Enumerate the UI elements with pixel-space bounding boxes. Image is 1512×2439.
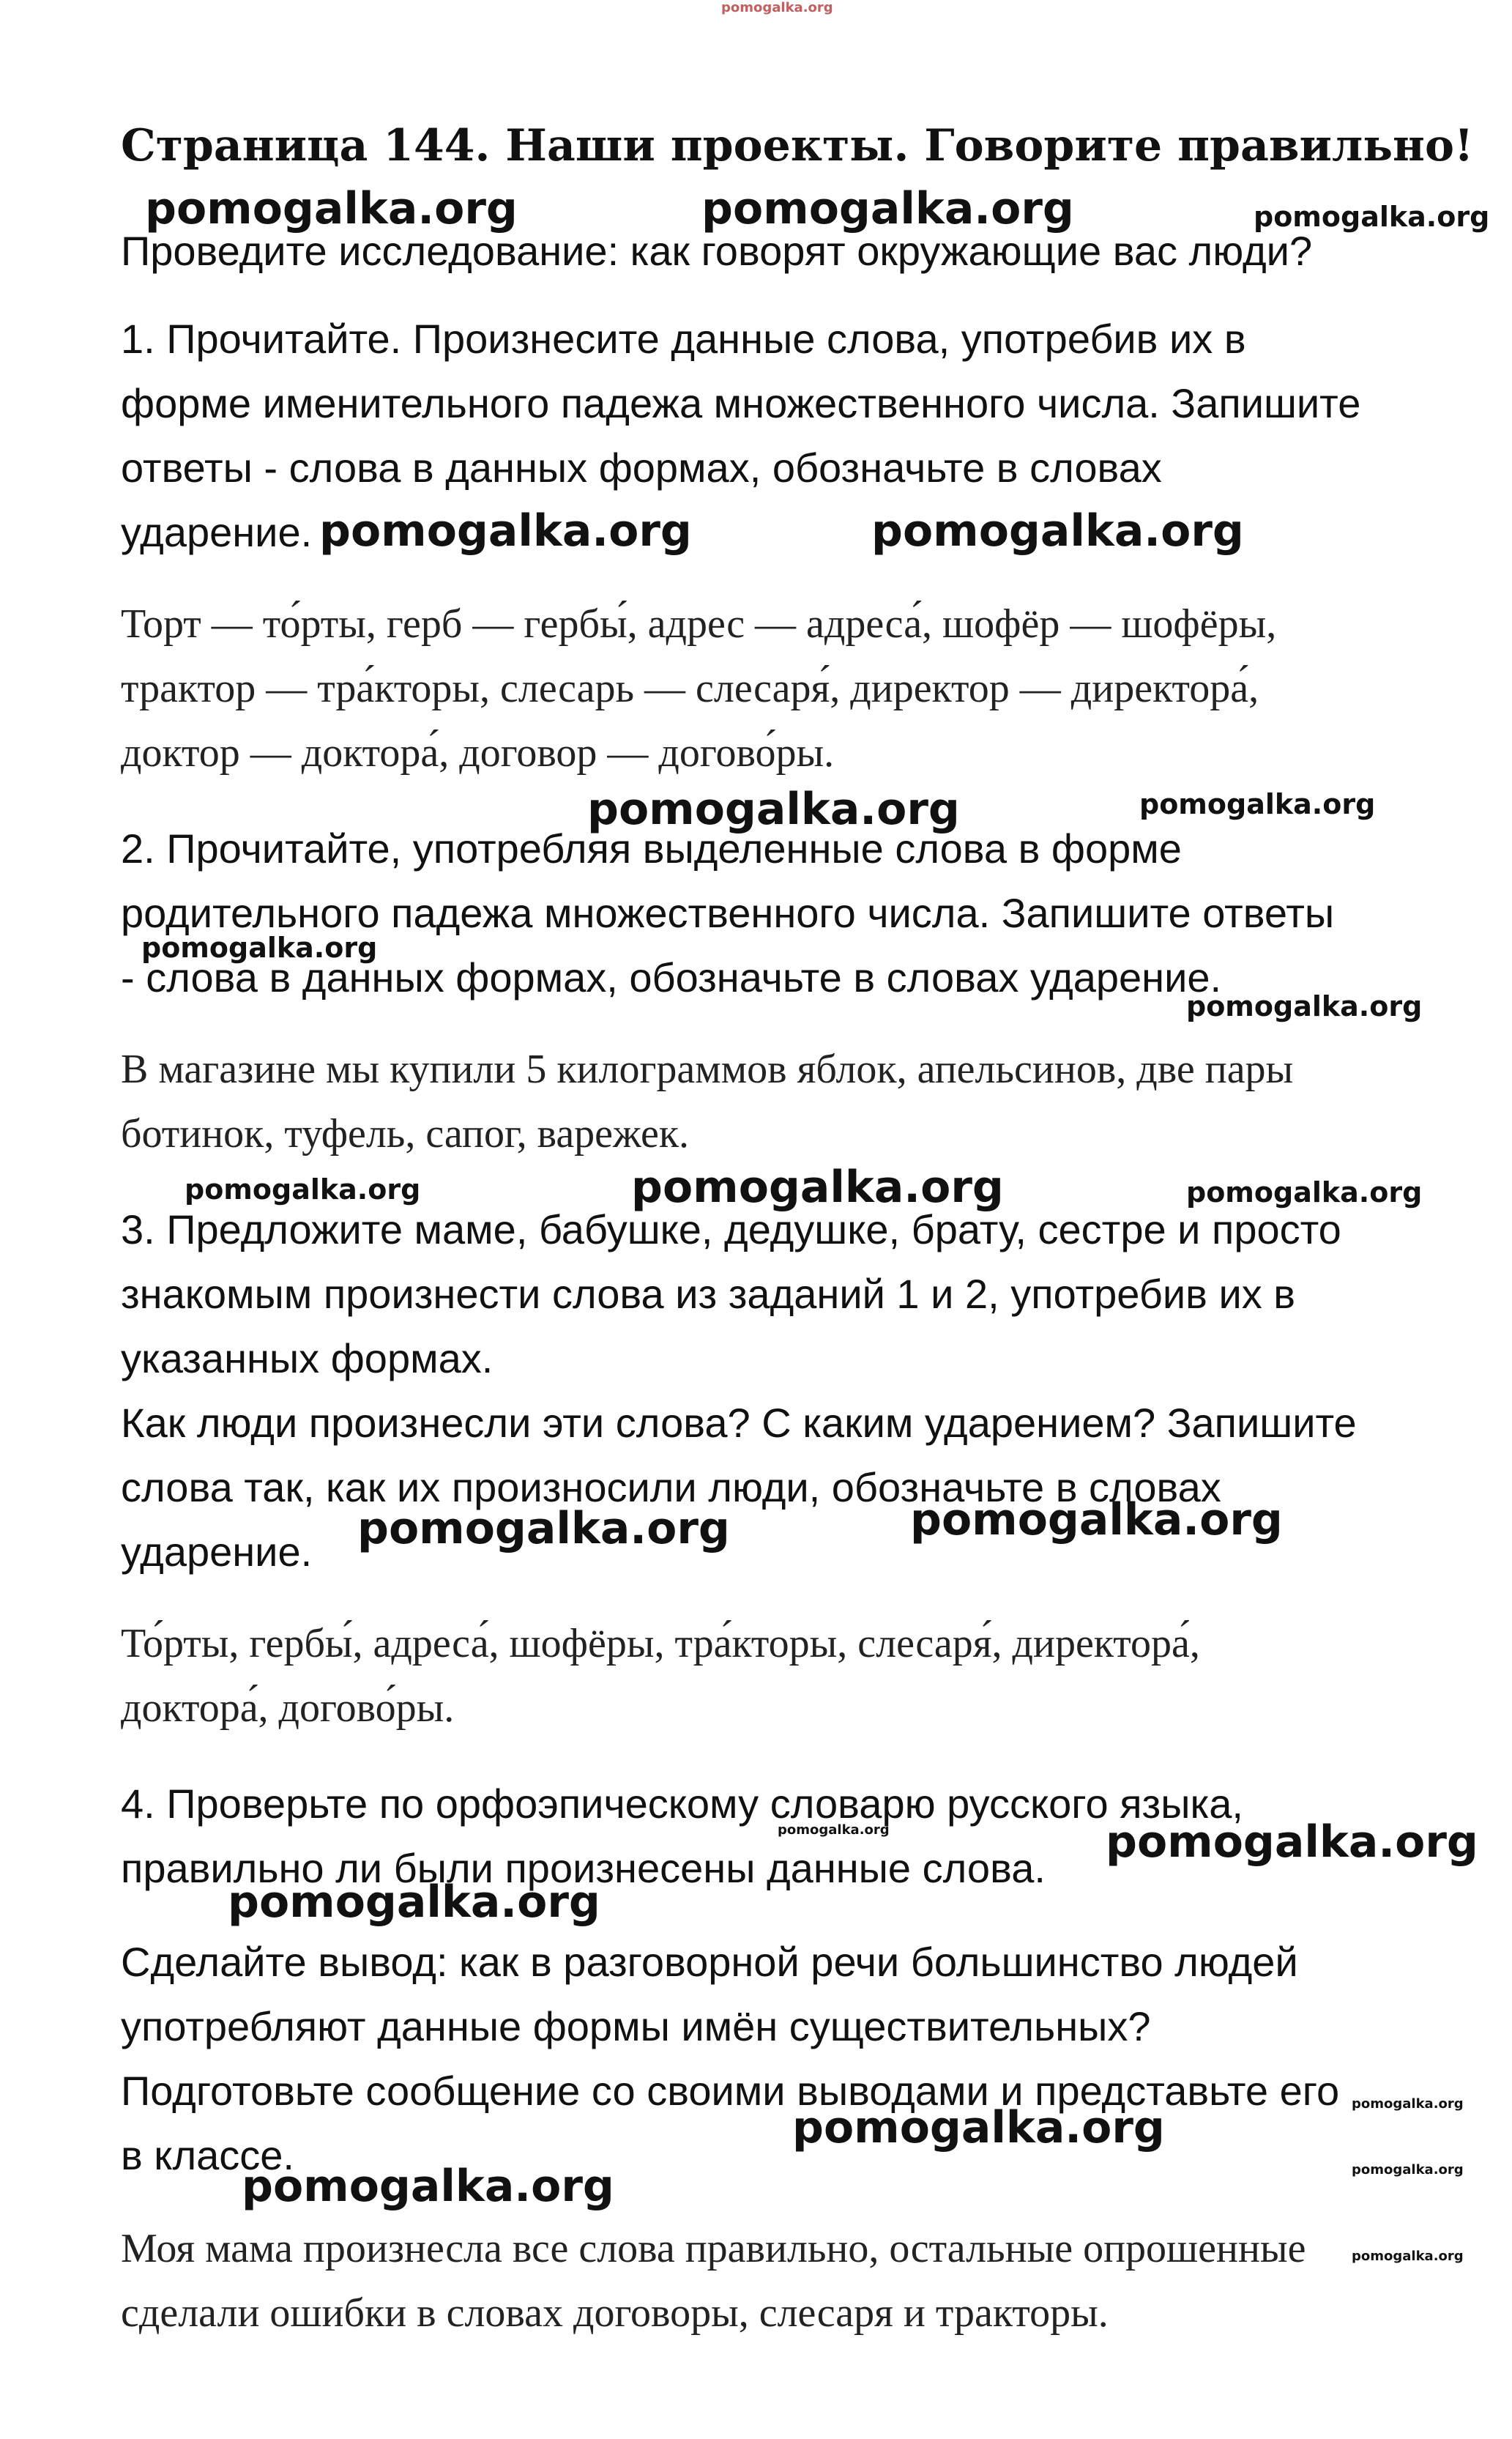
watermark: pomogalka.org [792,2102,1165,2153]
watermark: pomogalka.org [701,183,1074,234]
task1-line: ответы - слова в данных формах, обозначьте в словах [121,445,1162,491]
watermark: pomogalka.org [778,1822,890,1838]
watermark: pomogalka.org [871,505,1244,557]
task4-line: 4. Проверьте по орфоэпическому словарю русского языка, [121,1781,1243,1827]
task1-answer-line: доктор — доктора́, договор — догово́ры. [121,730,835,776]
task2-line: родительного падежа множественного числа. Запишите ответы [121,890,1335,936]
intro-text: Проведите исследование: как говорят окружающие вас люди? [121,228,1313,274]
task2-line: - слова в данных формах, обозначьте в словах ударение. [121,954,1222,1001]
watermark: pomogalka.org [242,2161,614,2212]
task1-answer-line: Торт — то́рты, герб — гербы́, адрес — адреса́, шофёр — шофёры, [121,601,1277,647]
watermark: pomogalka.org [228,1876,600,1928]
watermark: pomogalka.org [1186,1176,1423,1209]
task1-line: ударение. [121,509,313,555]
task4-line: правильно ли были произнесены данные слова. [121,1845,1046,1891]
task3-answer-line: То́рты, гербы́, адреса́, шофёры, тра́кторы, слесаря́, директора́, [121,1621,1200,1666]
task4-line: употребляют данные формы имён существительных? [121,2003,1151,2049]
watermark: pomogalka.org [1139,788,1376,820]
task1-line: форме именительного падежа множественного числа. Запишите [121,380,1361,426]
watermark: pomogalka.org [910,1494,1283,1545]
task4-answer-line: Моя мама произнесла все слова правильно, остальные опрошенные [121,2226,1306,2271]
task4-line: в классе. [121,2132,294,2178]
watermark: pomogalka.org [357,1503,730,1554]
task4-answer-line: сделали ошибки в словах договоры, слесаря и тракторы. [121,2290,1109,2336]
task4-line: Подготовьте сообщение со своими выводами и представьте его [121,2068,1340,2114]
task3-line: указанных формах. [121,1335,494,1381]
watermark: pomogalka.org [587,784,960,835]
watermark: pomogalka.org [1186,990,1423,1022]
task1-answer-line: трактор — тра́кторы, слесарь — слесаря́, директор — директора́, [121,666,1259,711]
watermark: pomogalka.org [185,1173,421,1206]
task3-line: Как люди произнесли эти слова? С каким ударением? Запишите [121,1400,1357,1446]
task1-line: 1. Прочитайте. Произнесите данные слова, употребив их в [121,316,1246,362]
watermark: pomogalka.org [319,505,692,557]
task3-line: ударение. [121,1529,313,1575]
watermark: pomogalka.org [1352,2096,1464,2112]
watermark: pomogalka.org [1352,2162,1464,2178]
watermark: pomogalka.org [1352,2249,1464,2264]
task3-line: слова так, как их произносили люди, обозначьте в словах [121,1464,1221,1510]
watermark: pomogalka.org [721,0,833,15]
watermark: pomogalka.org [145,183,518,234]
watermark: pomogalka.org [1106,1816,1478,1868]
watermark: pomogalka.org [1254,201,1490,233]
watermark: pomogalka.org [631,1162,1004,1213]
watermark: pomogalka.org [141,932,378,964]
task3-line: знакомым произнести слова из заданий 1 и 2, употребив их в [121,1271,1296,1317]
task3-line: 3. Предложите маме, бабушке, дедушке, брату, сестре и просто [121,1206,1341,1252]
task2-answer-line: В магазине мы купили 5 килограммов яблок, апельсинов, две пары [121,1047,1294,1092]
task3-answer-line: доктора́, догово́ры. [121,1685,455,1731]
task2-line: 2. Прочитайте, употребляя выделенные слова в форме [121,825,1182,872]
task2-answer-line: ботинок, туфель, сапог, варежек. [121,1111,690,1157]
task4-line: Сделайте вывод: как в разговорной речи большинство людей [121,1939,1298,1985]
page-title: Страница 144. Наши проекты. Говорите правильно! [121,120,1474,171]
